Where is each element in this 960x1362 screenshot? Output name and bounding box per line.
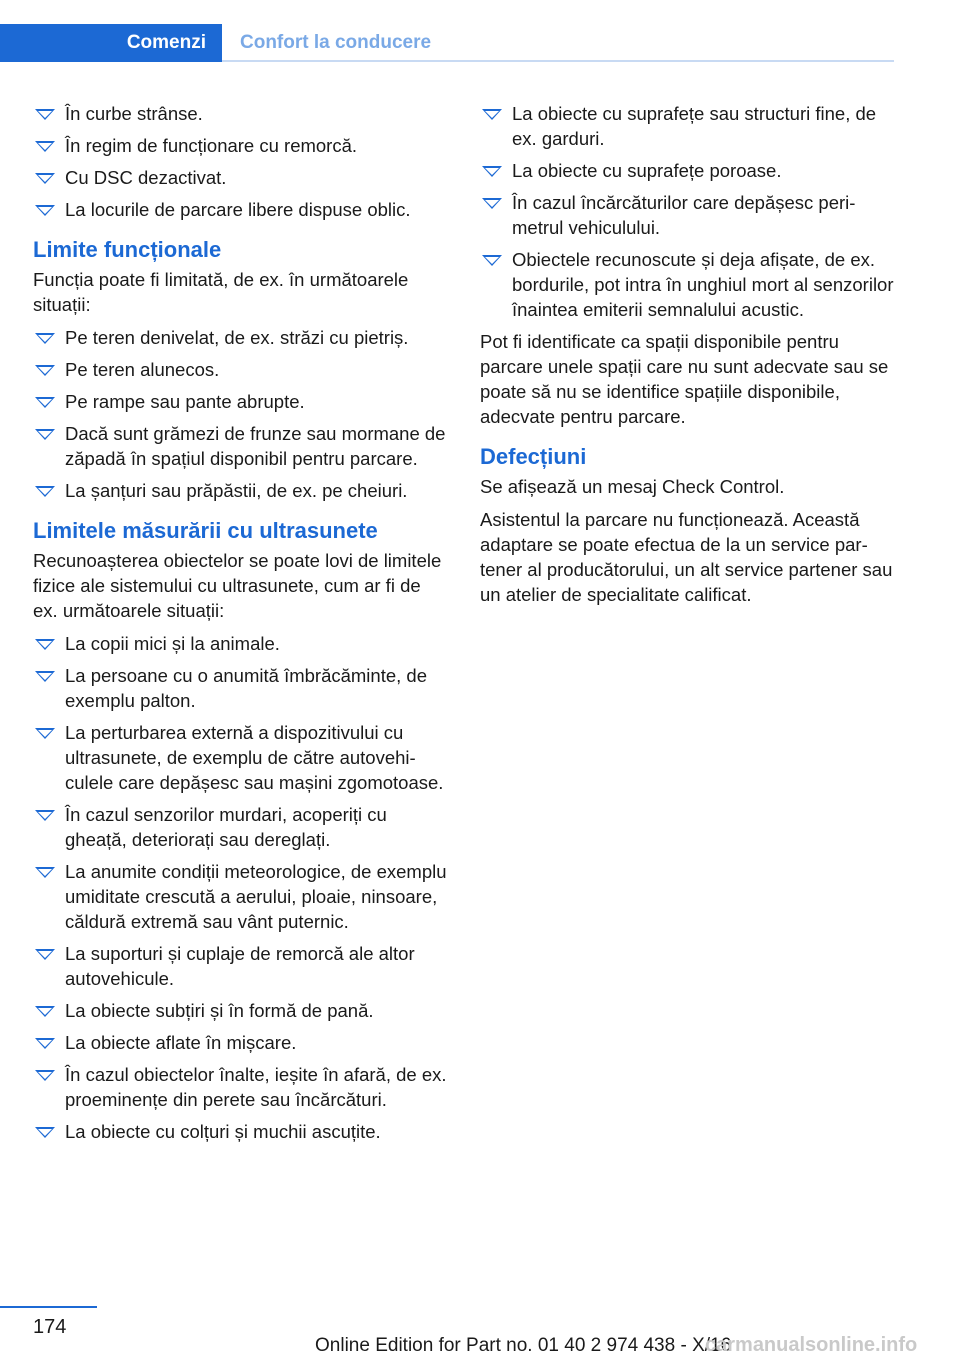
list-item-text: La obiecte cu colțuri și muchii ascuțite. xyxy=(65,1121,381,1142)
triangle-bullet-icon xyxy=(35,949,55,960)
list-item xyxy=(33,1119,447,1144)
bullet-list xyxy=(480,101,894,322)
list-item-text: La obiecte subțiri și în formă de pană. xyxy=(65,1000,374,1021)
triangle-bullet-icon xyxy=(35,109,55,120)
triangle-bullet-icon xyxy=(482,198,502,209)
bullet-list xyxy=(33,631,447,1144)
list-item xyxy=(33,165,447,190)
list-item-text: Pe teren denivelat, de ex. străzi cu pietriș. xyxy=(65,327,409,348)
list-item-text: Pe teren alunecos. xyxy=(65,359,220,380)
list-item-text: La perturbarea externă a dispozitivului cu ultrasunete, de exemplu de către autovehiculele care depășesc sau mașini zgomotoase. xyxy=(65,722,444,793)
list-item-text: La șanțuri sau prăpăstii, de ex. pe cheiuri. xyxy=(65,480,408,501)
list-item-text: În cazul încărcăturilor care depășesc perimetrul vehiculului. xyxy=(512,192,856,238)
page-number-rule xyxy=(0,1306,97,1308)
page-header xyxy=(0,24,894,62)
list-item xyxy=(33,720,447,795)
list-item xyxy=(33,478,447,503)
right-column xyxy=(480,101,894,615)
list-item xyxy=(480,247,894,322)
list-item-text: La anumite condiții meteorologice, de exemplu umiditate crescută a aerului, ploaie, ninsoare, căldură extremă sau vânt puternic. xyxy=(65,861,447,932)
triangle-bullet-icon xyxy=(35,173,55,184)
left-column xyxy=(33,101,447,1151)
triangle-bullet-icon xyxy=(35,397,55,408)
triangle-bullet-icon xyxy=(35,333,55,344)
list-item xyxy=(33,357,447,382)
list-item xyxy=(33,941,447,991)
watermark: carmanualsonline.info xyxy=(705,1334,918,1356)
triangle-bullet-icon xyxy=(482,255,502,266)
header-divider xyxy=(222,60,894,62)
list-item-text: Pe rampe sau pante abrupte. xyxy=(65,391,305,412)
triangle-bullet-icon xyxy=(35,1006,55,1017)
list-item xyxy=(33,1062,447,1112)
list-item xyxy=(33,1030,447,1055)
list-item-text: La locurile de parcare libere dispuse oblic. xyxy=(65,199,411,220)
list-item xyxy=(33,631,447,656)
list-item-text: La obiecte cu suprafețe sau structuri fine, de ex. garduri. xyxy=(512,103,877,149)
list-item xyxy=(33,133,447,158)
bullet-list xyxy=(33,325,447,503)
list-item xyxy=(33,421,447,471)
triangle-bullet-icon xyxy=(35,867,55,878)
list-item-text: În curbe strânse. xyxy=(65,103,203,124)
list-item-text: În regim de funcționare cu remorcă. xyxy=(65,135,358,156)
list-item xyxy=(33,197,447,222)
list-item-text: La persoane cu o anumită îmbrăcăminte, de exemplu palton. xyxy=(65,665,427,711)
list-item xyxy=(33,859,447,934)
triangle-bullet-icon xyxy=(35,141,55,152)
list-item-text: Dacă sunt grămezi de frunze sau mormane de zăpadă în spațiul disponibil pentru parcare. xyxy=(65,423,446,469)
list-item xyxy=(33,998,447,1023)
section-heading: Limitele măsurării cu ultrasunete xyxy=(33,518,378,543)
list-item-text: La suporturi și cuplaje de remorcă ale altor autovehicule. xyxy=(65,943,415,989)
list-item-text: La copii mici și la animale. xyxy=(65,633,280,654)
triangle-bullet-icon xyxy=(482,109,502,120)
paragraph: Recunoașterea obiectelor se poate lovi de limitele fizice ale sistemului cu ultrasunete, cum ar fi de ex. următoarele situații: xyxy=(33,550,442,621)
section-tab-comenzi[interactable]: Comenzi xyxy=(0,24,222,62)
list-item xyxy=(480,101,894,151)
bullet-list xyxy=(33,101,447,222)
triangle-bullet-icon xyxy=(35,205,55,216)
triangle-bullet-icon xyxy=(35,728,55,739)
list-item-text: În cazul senzorilor murdari, acoperiți cu gheață, deteriorați sau dereglați. xyxy=(65,804,387,850)
triangle-bullet-icon xyxy=(35,486,55,497)
edition-note: Online Edition for Part no. 01 40 2 974 438 - X/16 xyxy=(315,1335,732,1356)
list-item xyxy=(33,325,447,350)
paragraph: Funcția poate fi limitată, de ex. în următoarele situații: xyxy=(33,269,409,315)
list-item xyxy=(480,190,894,240)
list-item xyxy=(33,802,447,852)
paragraph: Pot fi identificate ca spații disponibile pentru parcare unele spații care nu sunt adecvate sau se poate să nu se identifice spațiile disponibile, adecvate pentru parcare. xyxy=(480,331,889,427)
triangle-bullet-icon xyxy=(482,166,502,177)
section-heading: Limite funcționale xyxy=(33,237,222,262)
list-item-text: În cazul obiectelor înalte, ieșite în afară, de ex. proeminențe din perete sau încărcături. xyxy=(65,1064,447,1110)
list-item xyxy=(33,101,447,126)
triangle-bullet-icon xyxy=(35,639,55,650)
list-item-text: Cu DSC dezactivat. xyxy=(65,167,227,188)
triangle-bullet-icon xyxy=(35,671,55,682)
triangle-bullet-icon xyxy=(35,365,55,376)
list-item xyxy=(480,158,894,183)
triangle-bullet-icon xyxy=(35,429,55,440)
triangle-bullet-icon xyxy=(35,1038,55,1049)
triangle-bullet-icon xyxy=(35,810,55,821)
paragraph: Asistentul la parcare nu funcționează. Această adaptare se poate efectua de la un service partener al producătorului, un alt service partener sau un atelier de specialitate calificat. xyxy=(480,509,893,605)
section-tab-confort[interactable]: Confort la conducere xyxy=(240,32,432,53)
list-item xyxy=(33,663,447,713)
paragraph: Se afișează un mesaj Check Control. xyxy=(480,476,785,497)
list-item-text: Obiectele recunoscute și deja afișate, de ex. bordurile, pot intra în unghiul mort al senzorilor înaintea emiterii semnalului acustic. xyxy=(512,249,894,320)
list-item-text: La obiecte cu suprafețe poroase. xyxy=(512,160,782,181)
list-item-text: La obiecte aflate în mișcare. xyxy=(65,1032,297,1053)
triangle-bullet-icon xyxy=(35,1070,55,1081)
section-heading: Defecțiuni xyxy=(480,444,587,469)
list-item xyxy=(33,389,447,414)
triangle-bullet-icon xyxy=(35,1127,55,1138)
page-number: 174 xyxy=(33,1316,67,1338)
